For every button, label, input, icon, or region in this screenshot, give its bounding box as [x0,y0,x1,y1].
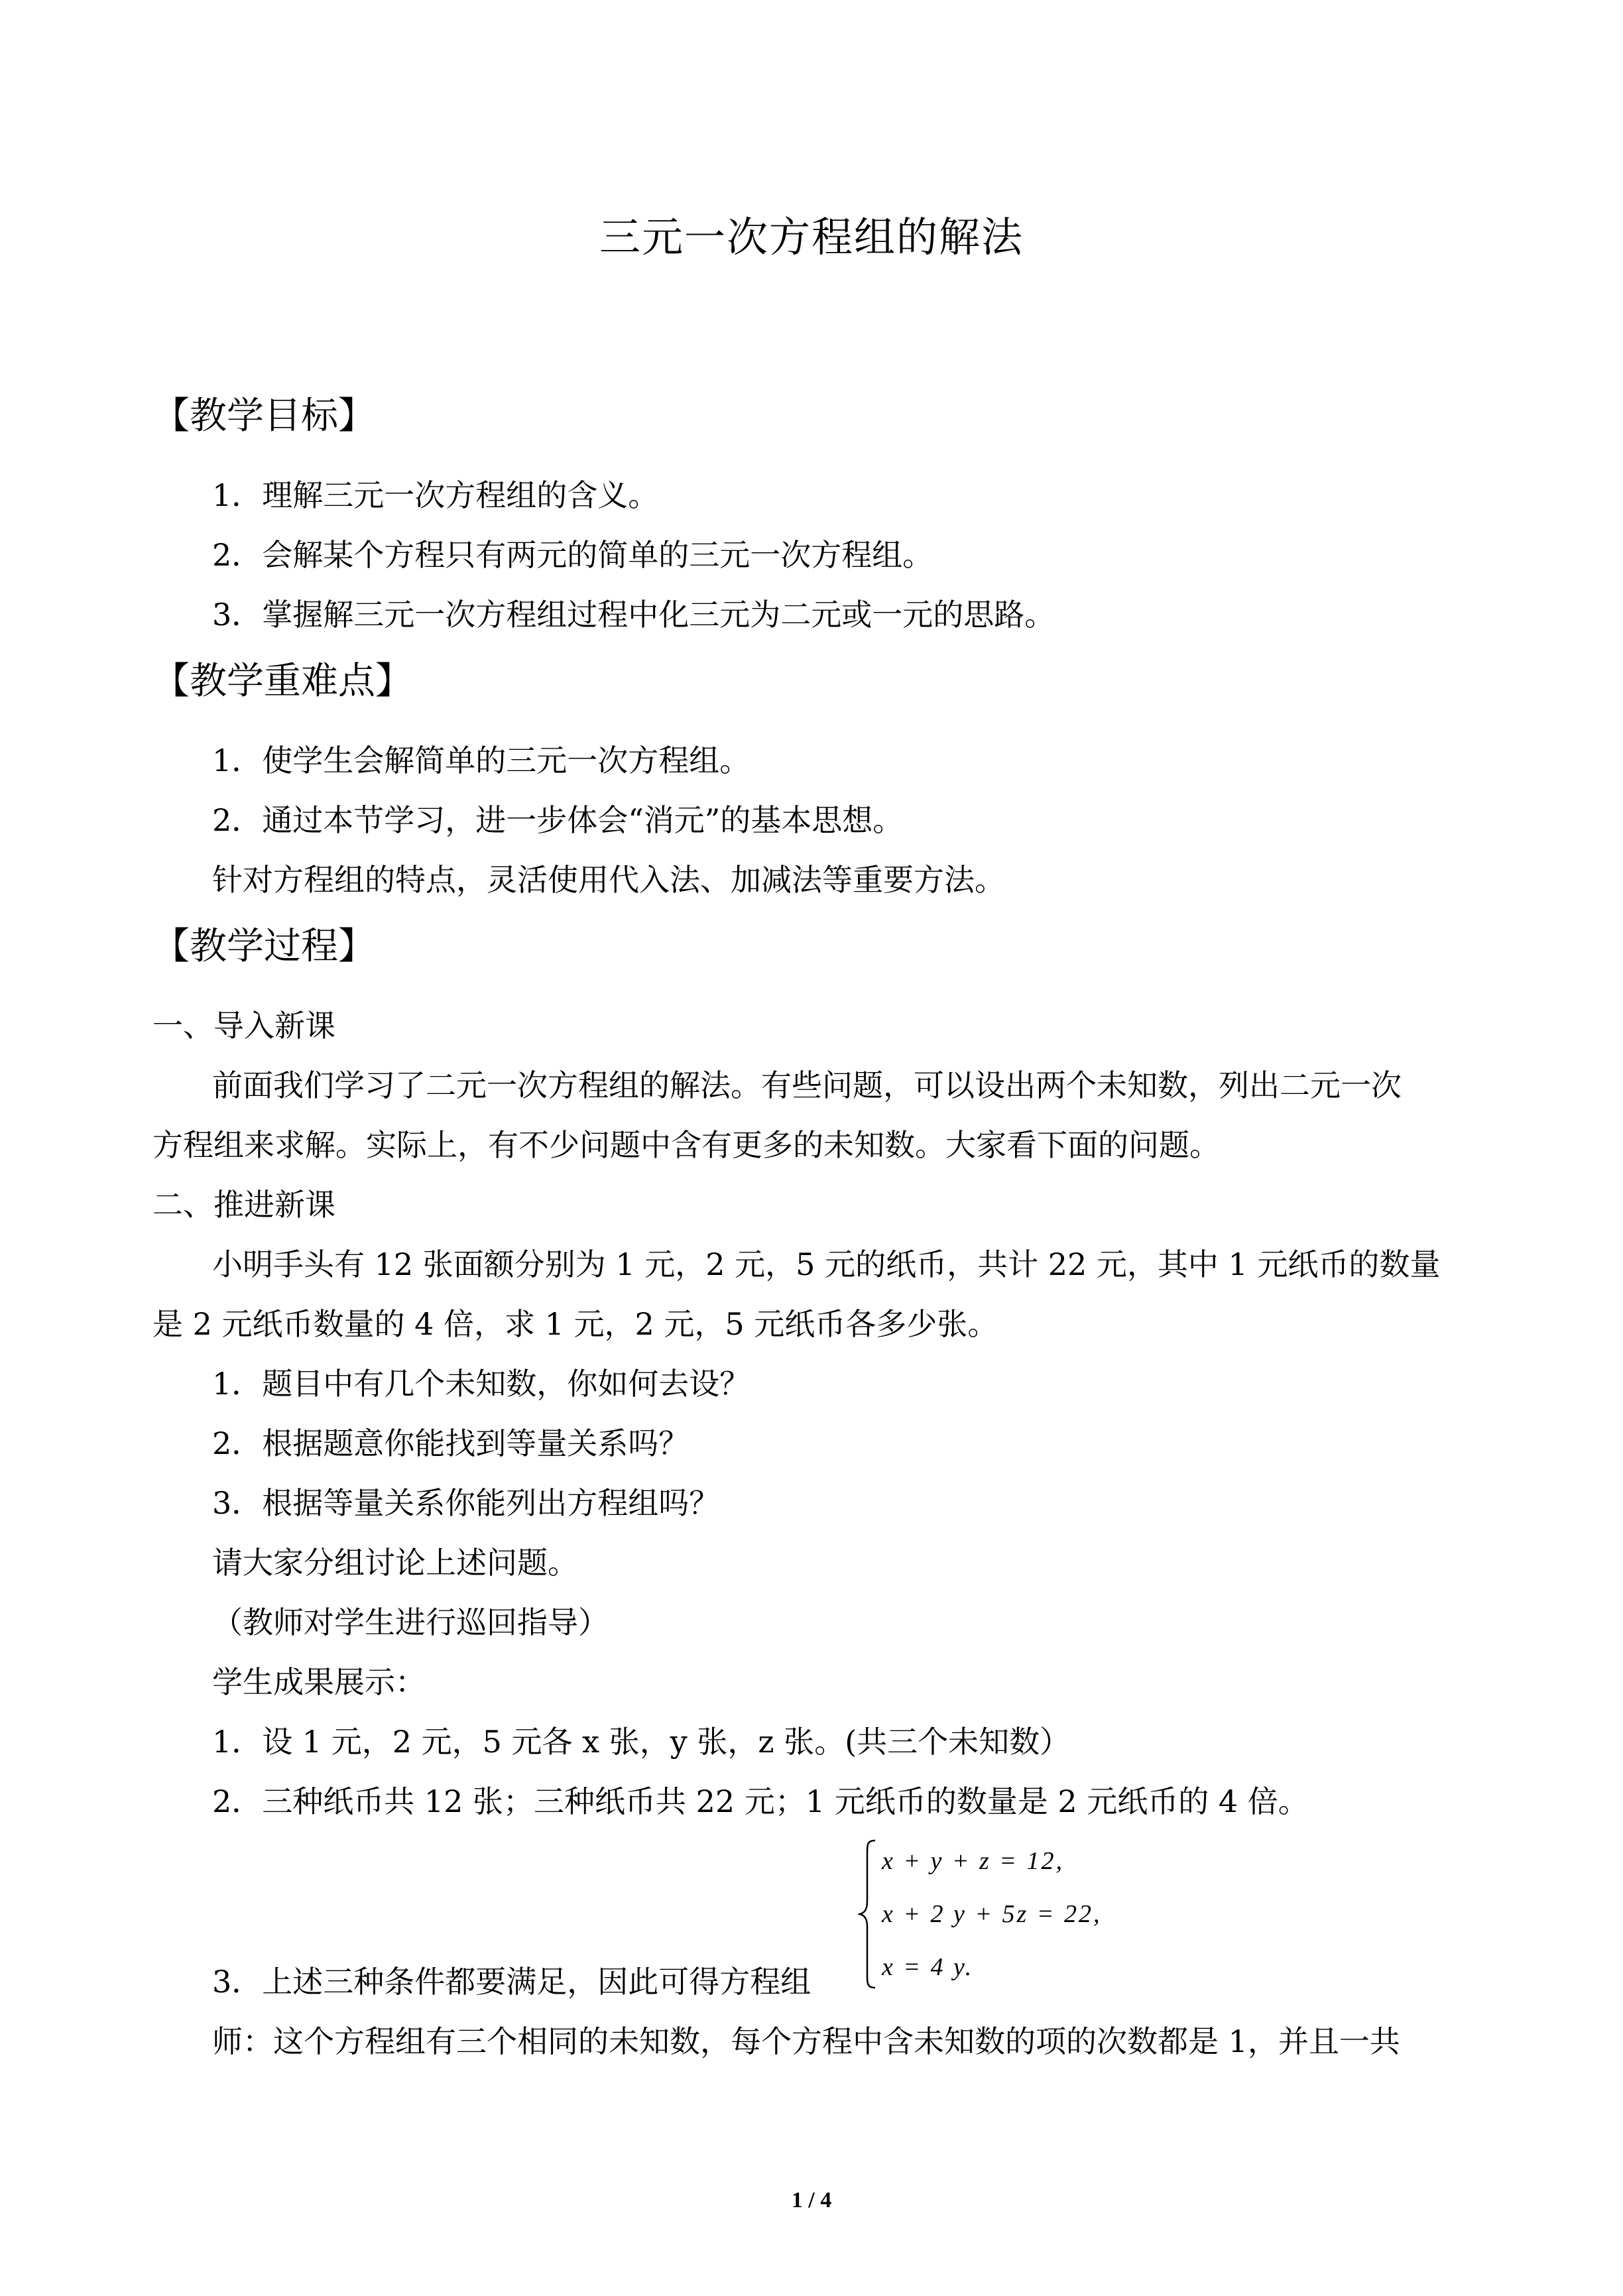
key-point-item: 2．通过本节学习，进一步体会“消元”的基本思想。 [212,802,904,838]
left-brace [858,1838,878,1990]
result-item: 2．三种纸币共 12 张；三种纸币共 22 元；1 元纸币的数量是 2 元纸币的 4 倍。 [212,1783,1309,1819]
section-heading-key-points: 【教学重难点】 [152,660,412,703]
question-item: 1．题目中有几个未知数，你如何去设？ [212,1366,751,1402]
equation-line: x + y + z = 12, [882,1847,1064,1875]
key-point-item: 针对方程组的特点，灵活使用代入法、加减法等重要方法。 [212,862,1005,898]
objective-item: 3．掌握解三元一次方程组过程中化三元为二元或一元的思路。 [212,597,1055,633]
result-item: 3．上述三种条件都要满足，因此可得方程组 [212,1964,812,2000]
intro-paragraph-line: 方程组来求解。实际上，有不少问题中含有更多的未知数。大家看下面的问题。 [152,1127,1220,1163]
equation-line: x + 2 y + 5z = 22, [882,1900,1102,1928]
section-heading-objectives: 【教学目标】 [152,394,375,438]
key-point-item: 1．使学生会解简单的三元一次方程组。 [212,743,751,778]
discussion-prompt: 请大家分组讨论上述问题。 [212,1545,578,1581]
problem-paragraph-line: 是 2 元纸币数量的 4 倍，求 1 元，2 元，5 元纸币各多少张。 [152,1306,998,1342]
results-label: 学生成果展示： [212,1664,426,1700]
equation-line: x = 4 y. [882,1953,974,1981]
equation-system [858,1838,1123,1990]
part-title-intro: 一、导入新课 [152,1008,335,1044]
teacher-note: （教师对学生进行巡回指导） [212,1604,609,1640]
question-item: 3．根据等量关系你能列出方程组吗？ [212,1485,720,1521]
result-item: 1．设 1 元，2 元，5 元各 x 张，y 张，z 张。(共三个未知数） [212,1724,1071,1760]
objective-item: 2．会解某个方程只有两元的简单的三元一次方程组。 [212,537,933,573]
problem-paragraph-line: 小明手头有 12 张面额分别为 1 元，2 元，5 元的纸币，共计 22 元，其中 1 元纸币的数量 [212,1246,1441,1282]
intro-paragraph-line: 前面我们学习了二元一次方程组的解法。有些问题，可以设出两个未知数，列出二元一次 [212,1067,1402,1103]
page-title: 三元一次方程组的解法 [599,213,1024,261]
part-title-new-lesson: 二、推进新课 [152,1187,335,1223]
teacher-statement: 师：这个方程组有三个相同的未知数，每个方程中含未知数的项的次数都是 1，并且一共 [212,2024,1400,2059]
section-heading-process: 【教学过程】 [152,925,375,968]
question-item: 2．根据题意你能找到等量关系吗？ [212,1425,690,1461]
objective-item: 1．理解三元一次方程组的含义。 [212,477,659,513]
page-number: 1 / 4 [791,2188,832,2212]
